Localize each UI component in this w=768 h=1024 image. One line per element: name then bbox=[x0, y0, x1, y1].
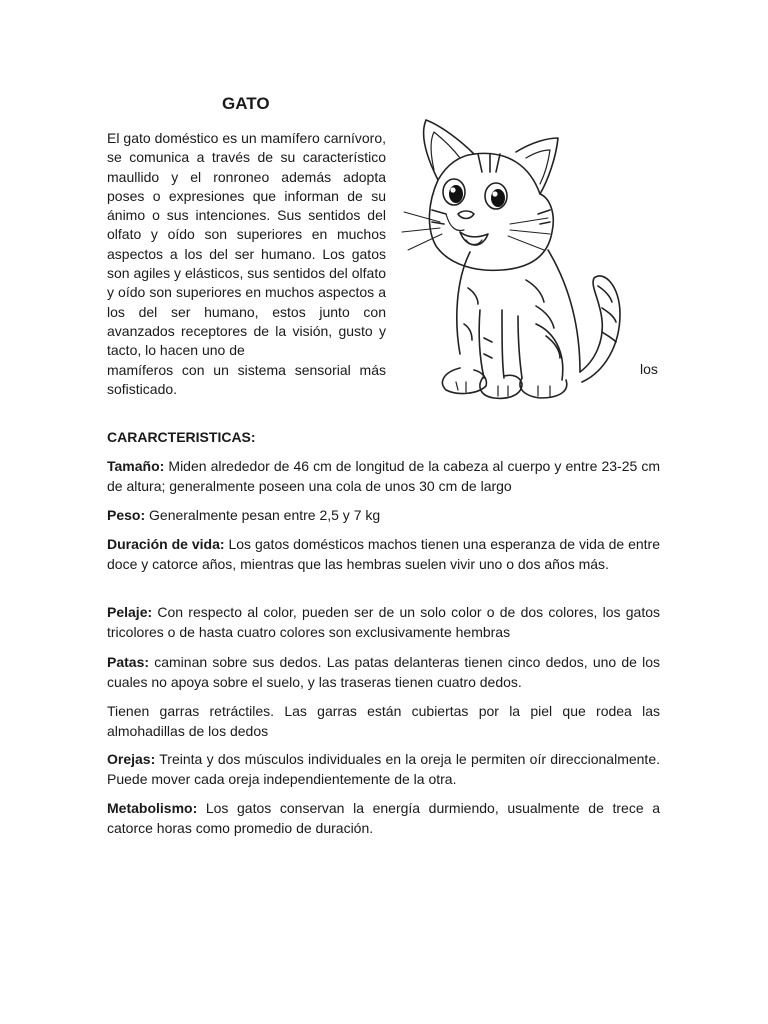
intro-paragraph bbox=[107, 129, 386, 399]
item-tamano bbox=[107, 457, 660, 496]
item-text: Tienen garras retráctiles. Las garras están cubiertas por la piel que rodea las almohadillas de los dedos bbox=[107, 703, 660, 739]
item-text: Con respecto al color, pueden ser de un solo color o de dos colores, los gatos tricolores o de hasta cuatro colores son exclusivamente hembras bbox=[107, 604, 661, 640]
item-label: Metabolismo: bbox=[107, 800, 198, 816]
intro-text: El gato doméstico es un mamífero carnívoro, se comunica a través de su característico maullido y el ronroneo además adopta poses o expresiones que informan de su ánimo o sus intenciones. Sus sentidos del olfato y oído son superiores en muchos aspectos a los del ser humano. Los gatos son agiles y elásticos, sus sentidos del olfato y oído son superiores en muchos aspectos a los del ser humano, estos junto con avanzados receptores de la visión, gusto y tacto, lo hacen uno de bbox=[107, 130, 386, 359]
item-text: Treinta y dos músculos individuales en la oreja le permiten oír direccionalmente. Puede mover cada oreja independientemente de la otra. bbox=[107, 751, 661, 787]
item-text: Miden alrededor de 46 cm de longitud de la cabeza al cuerpo y entre 23-25 cm de altura; generalmente poseen una cola de unos 30 cm de largo bbox=[107, 458, 661, 494]
page-title: GATO bbox=[222, 94, 270, 113]
item-label: Duración de vida: bbox=[107, 536, 225, 552]
item-garras bbox=[107, 702, 660, 741]
item-text: Los gatos domésticos machos tienen una esperanza de vida de entre doce y catorce años, mientras que las hembras suelen vivir uno o dos años más. bbox=[107, 536, 661, 572]
item-duracion bbox=[107, 535, 660, 574]
item-text: Generalmente pesan entre 2,5 y 7 kg bbox=[149, 507, 381, 523]
section-heading: CARARCTERISTICAS: bbox=[107, 429, 256, 445]
item-label: Peso: bbox=[107, 507, 146, 523]
intro-end-text: mamíferos con un sistema sensorial más sofisticado. bbox=[107, 361, 386, 397]
cat-illustration bbox=[398, 110, 630, 402]
item-metabolismo bbox=[107, 799, 660, 838]
item-pelaje bbox=[107, 603, 660, 642]
item-patas bbox=[107, 653, 660, 692]
item-text: Los gatos conservan la energía durmiendo, usualmente de trece a catorce horas como promedio de duración. bbox=[107, 800, 660, 836]
item-peso bbox=[107, 506, 660, 526]
item-label: Orejas: bbox=[107, 751, 156, 767]
item-label: Tamaño: bbox=[107, 458, 165, 474]
item-text: caminan sobre sus dedos. Las patas delanteras tienen cinco dedos, uno de los cuales no apoya sobre el suelo, y las traseras tienen cuatro dedos. bbox=[107, 654, 661, 690]
item-label: Pelaje: bbox=[107, 604, 153, 620]
item-orejas bbox=[107, 750, 660, 789]
intro-tail-word: los bbox=[640, 361, 658, 377]
item-label: Patas: bbox=[107, 654, 150, 670]
